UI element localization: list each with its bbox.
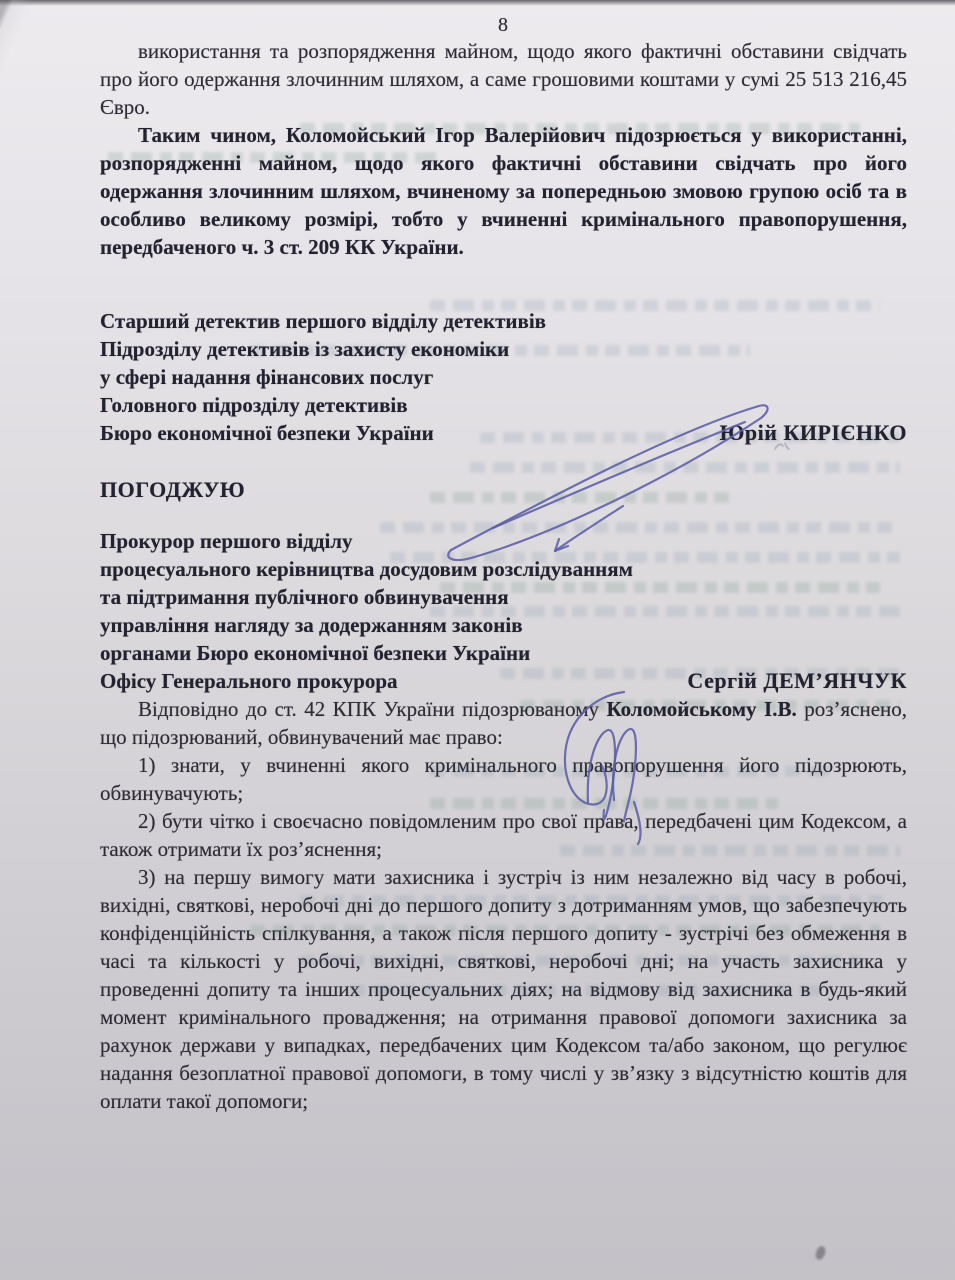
detective-title-line: Старший детектив першого відділу детективів <box>100 309 546 333</box>
suspect-name-bold: Коломойському І.В. <box>606 697 797 721</box>
prosecutor-title-line: та підтримання публічного обвинувачення <box>100 585 509 609</box>
page-number: 8 <box>498 14 509 36</box>
prosecutor-title-line: органами Бюро економічної безпеки України <box>100 641 531 665</box>
detective-signature-block <box>100 307 907 447</box>
rights-item-1: 1) знати, у вчиненні якого кримінального правопорушення його підозрюють, обвинувачують; <box>100 753 907 805</box>
prosecutor-signature-block <box>100 527 907 695</box>
prosecutor-title-line: Прокурор першого відділу <box>100 529 353 553</box>
rights-item-3: 3) на першу вимогу мати захисника і зустріч із ним незалежно від часу в робочі, вихідні, святкові, неробочі дні до першого допиту з дотриманням умов, що забезпечують конфіденційність спілкування, а також після першого допиту - зустрічі без обмеження в часі та кількості у робочі, вихідні, святкові, неробочі дні; на участь захисника у проведенні допиту та інших процесуальних діях; на відмову від захисника в будь-який момент кримінального провадження; на отримання правової допомоги захисника за рахунок держави у випадках, передбачених цим Кодексом та/або законом, що регулює надання безоплатної правової допомоги, в тому числі у зв’язку з відсутністю коштів для оплати такої допомоги; <box>100 865 907 1113</box>
detective-name: Юрій КИРІЄНКО <box>719 420 907 445</box>
paragraph-rights-intro <box>100 695 907 751</box>
approve-label: ПОГОДЖУЮ <box>100 477 246 502</box>
prosecutor-title-line: процесуального керівництва досудовим розслідуванням <box>100 557 633 581</box>
paragraph-suspicion: Таким чином, Коломойський Ігор Валерійович підозрюється у використанні, розпорядженні майном, щодо якого фактичні обставини свідчать про його одержання злочинним шляхом, вчиненому за попередньою змовою групою осіб та в особливо великому розмірі, тобто у вчиненні кримінального правопорушення, передбаченого ч. 3 ст. 209 КК України. <box>100 123 907 259</box>
detective-title-line: у сфері надання фінансових послуг <box>100 365 434 389</box>
paragraph-asset-use: використання та розпорядження майном, щодо якого фактичні обставини свідчать про його одержання злочинним шляхом, а саме грошовими коштами у сумі 25 513 216,45 Євро. <box>100 39 907 119</box>
detective-title-line: Бюро економічної безпеки України <box>100 421 434 445</box>
prosecutor-name: Сергій ДЕМ’ЯНЧУК <box>687 668 907 693</box>
rights-intro-prefix: Відповідно до ст. 42 КПК України підозрюваному <box>138 697 607 721</box>
rights-intro-suffix: роз’яснено, що підозрюваний, обвинувачений має право: <box>100 697 908 749</box>
rights-item-2: 2) бути чітко і своєчасно повідомленим про свої права, передбачені цим Кодексом, а також отримати їх роз’яснення; <box>100 809 907 861</box>
prosecutor-title-line: Офісу Генерального прокурора <box>100 669 398 693</box>
ink-mark <box>772 440 792 452</box>
detective-title-line: Підрозділу детективів із захисту економіки <box>100 337 510 361</box>
detective-title-line: Головного підрозділу детективів <box>100 393 408 417</box>
prosecutor-title-line: управління нагляду за додержанням законів <box>100 613 523 637</box>
